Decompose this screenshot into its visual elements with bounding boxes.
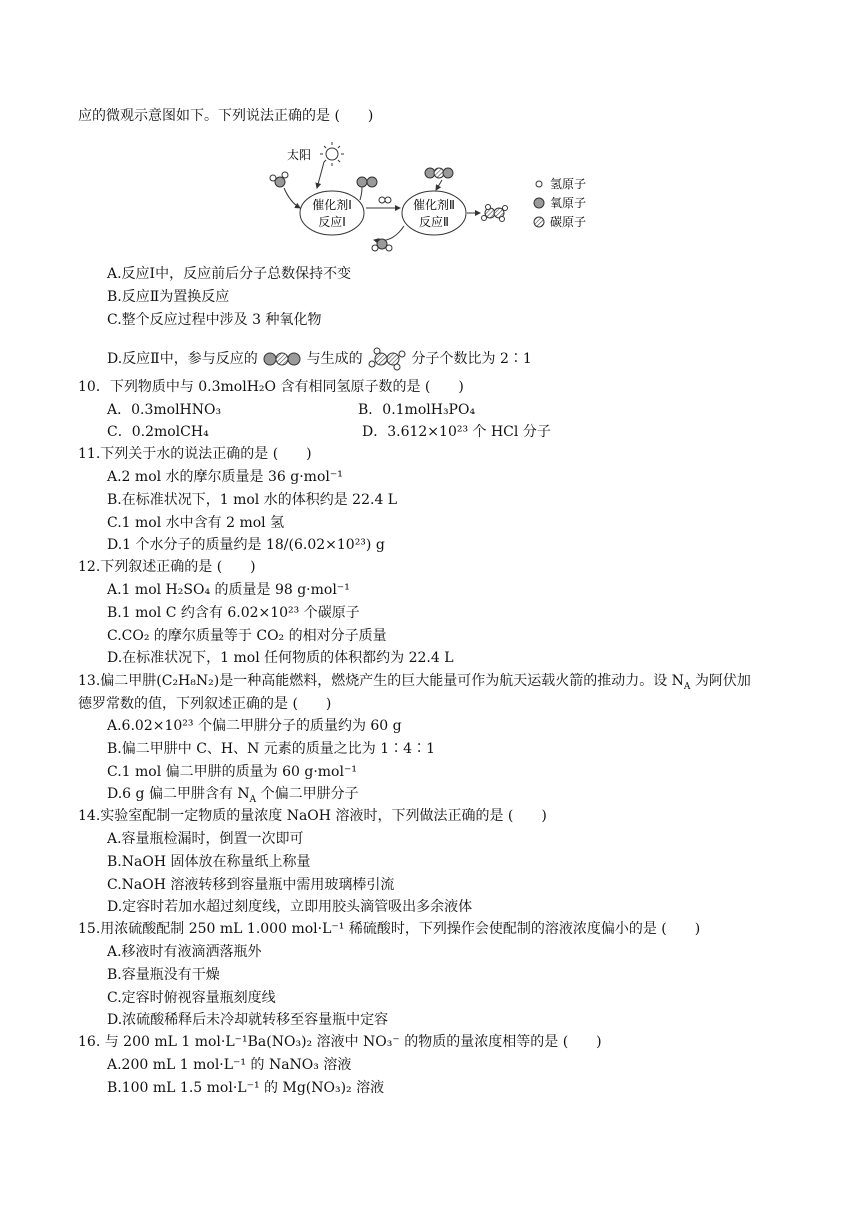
q13-stem-1-sub: A <box>683 681 691 692</box>
q13-stem-1-text: 13.偏二甲肼(C₂H₈N₂)是一种高能燃料，燃烧产生的巨大能量可作为航天运载火箭的推动力。设 N <box>78 673 684 689</box>
q13-option-d-post: 个偏二甲肼分子 <box>256 786 359 802</box>
q13-option-b: B.偏二甲肼中 C、H、N 元素的质量之比为 1∶4∶1 <box>107 741 435 757</box>
q13-option-a: A.6.02×10²³ 个偏二甲肼分子的质量约为 60 g <box>107 718 402 734</box>
q12-option-b: B.1 mol C 约含有 6.02×10²³ 个碳原子 <box>107 605 360 621</box>
q14-option-d: D.定容时若加水超过刻度线，立即用胶头滴管吸出多余液体 <box>107 899 473 915</box>
hydrogen-atom-icon <box>536 181 542 187</box>
q9-option-b: B.反应Ⅱ为置换反应 <box>107 289 230 305</box>
q9-option-d-pre: D.反应Ⅱ中，参与反应的 <box>107 351 258 367</box>
legend-oxygen: 氧原子 <box>550 196 587 210</box>
q13-stem-1-end: 为阿伏加 <box>690 673 751 689</box>
reaction-2-label: 反应Ⅱ <box>419 215 449 229</box>
q14-option-a: A.容量瓶检漏时，倒置一次即可 <box>107 831 304 847</box>
q11-option-c: C.1 mol 水中含有 2 mol 氢 <box>107 515 285 531</box>
carbon-atom-icon <box>534 217 544 227</box>
q10-option-a: A．0.3molHNO₃ <box>107 402 222 418</box>
q13-option-d-pre: D.6 g 偏二甲肼含有 N <box>107 786 250 802</box>
product-molecule-inline-icon <box>367 346 407 372</box>
q13-option-d <box>107 784 359 804</box>
carbon-dioxide-molecule-icon <box>262 351 302 367</box>
carbon-dioxide-molecule-icon <box>425 168 453 178</box>
q9-option-d-mid: 与生成的 <box>306 351 363 367</box>
q14-option-b: B.NaOH 固体放在称量纸上称量 <box>107 854 311 870</box>
catalyst-2-label: 催化剂Ⅱ <box>413 198 455 212</box>
q16-stem: 16. 与 200 mL 1 mol·L⁻¹Ba(NO₃)₂ 溶液中 NO₃⁻ 的物质的量浓度相等的是 ( ) <box>78 1034 602 1050</box>
oxygen-molecule-icon <box>357 177 377 187</box>
q11-stem: 11.下列关于水的说法正确的是 ( ) <box>78 446 312 462</box>
q9-option-a: A.反应Ⅰ中，反应前后分子总数保持不变 <box>107 266 352 282</box>
q12-option-a: A.1 mol H₂SO₄ 的质量是 98 g·mol⁻¹ <box>107 582 350 598</box>
q16-option-b: B.100 mL 1.5 mol·L⁻¹ 的 Mg(NO₃)₂ 溶液 <box>107 1080 385 1096</box>
sun-label: 太阳 <box>287 148 312 162</box>
q15-option-b: B.容量瓶没有干燥 <box>107 967 220 983</box>
catalyst-1-label: 催化剂Ⅰ <box>312 198 352 212</box>
q15-option-c: C.定容时俯视容量瓶刻度线 <box>107 990 276 1006</box>
legend-hydrogen: 氢原子 <box>550 177 587 191</box>
q13-option-d-sub: A <box>249 794 257 805</box>
oxygen-atom-icon <box>534 198 544 208</box>
q14-option-c: C.NaOH 溶液转移到容量瓶中需用玻璃棒引流 <box>107 877 395 893</box>
q15-option-a: A.移液时有液滴洒落瓶外 <box>107 944 262 960</box>
question-intro: 应的微观示意图如下。下列说法正确的是 ( ) <box>78 108 374 124</box>
water-molecule-icon <box>270 172 288 187</box>
q15-option-d: D.浓硫酸稀释后未冷却就转移至容量瓶中定容 <box>107 1012 389 1028</box>
q11-option-b: B.在标准状况下，1 mol 水的体积约是 22.4 L <box>107 492 398 508</box>
q11-option-d: D.1 个水分子的质量约是 18/(6.02×10²³) g <box>107 537 385 553</box>
q12-option-c: C.CO₂ 的摩尔质量等于 CO₂ 的相对分子质量 <box>107 628 387 644</box>
q11-option-a: A.2 mol 水的摩尔质量是 36 g·mol⁻¹ <box>107 469 343 485</box>
reaction-diagram <box>262 140 602 255</box>
q9-option-c: C.整个反应过程中涉及 3 种氧化物 <box>107 312 322 328</box>
q16-option-a: A.200 mL 1 mol·L⁻¹ 的 NaNO₃ 溶液 <box>107 1057 352 1073</box>
legend <box>534 177 586 229</box>
water-molecule-return-icon <box>372 239 392 251</box>
q10-option-d: D．3.612×10²³ 个 HCl 分子 <box>362 424 551 440</box>
q13-option-c: C.1 mol 偏二甲肼的质量为 60 g·mol⁻¹ <box>107 764 357 780</box>
q12-stem: 12.下列叙述正确的是 ( ) <box>78 559 256 575</box>
q13-stem-2: 德罗常数的值，下列叙述正确的是 ( ) <box>78 696 332 712</box>
q10-option-b: B．0.1molH₃PO₄ <box>358 402 476 418</box>
legend-carbon: 碳原子 <box>550 215 587 229</box>
q12-option-d: D.在标准状况下，1 mol 任何物质的体积都约为 22.4 L <box>107 650 454 666</box>
q14-stem: 14.实验室配制一定物质的量浓度 NaOH 溶液时，下列做法正确的是 ( ) <box>78 808 547 824</box>
q10-option-c: C．0.2molCH₄ <box>107 424 209 440</box>
q13-stem-1 <box>78 671 751 691</box>
q15-stem: 15.用浓硫酸配制 250 mL 1.000 mol·L⁻¹ 稀硫酸时，下列操作会使配制的溶液浓度偏小的是 ( ) <box>78 921 701 937</box>
q10-stem: 10．下列物质中与 0.3molH₂O 含有相同氢原子数的是 ( ) <box>78 379 464 395</box>
hydrogen-molecule-icon <box>379 197 391 203</box>
reaction-1-label: 反应Ⅰ <box>318 215 346 229</box>
product-molecule-icon <box>482 205 508 222</box>
q9-option-d <box>107 346 532 372</box>
q9-option-d-post: 分子个数比为 2∶1 <box>411 351 532 367</box>
